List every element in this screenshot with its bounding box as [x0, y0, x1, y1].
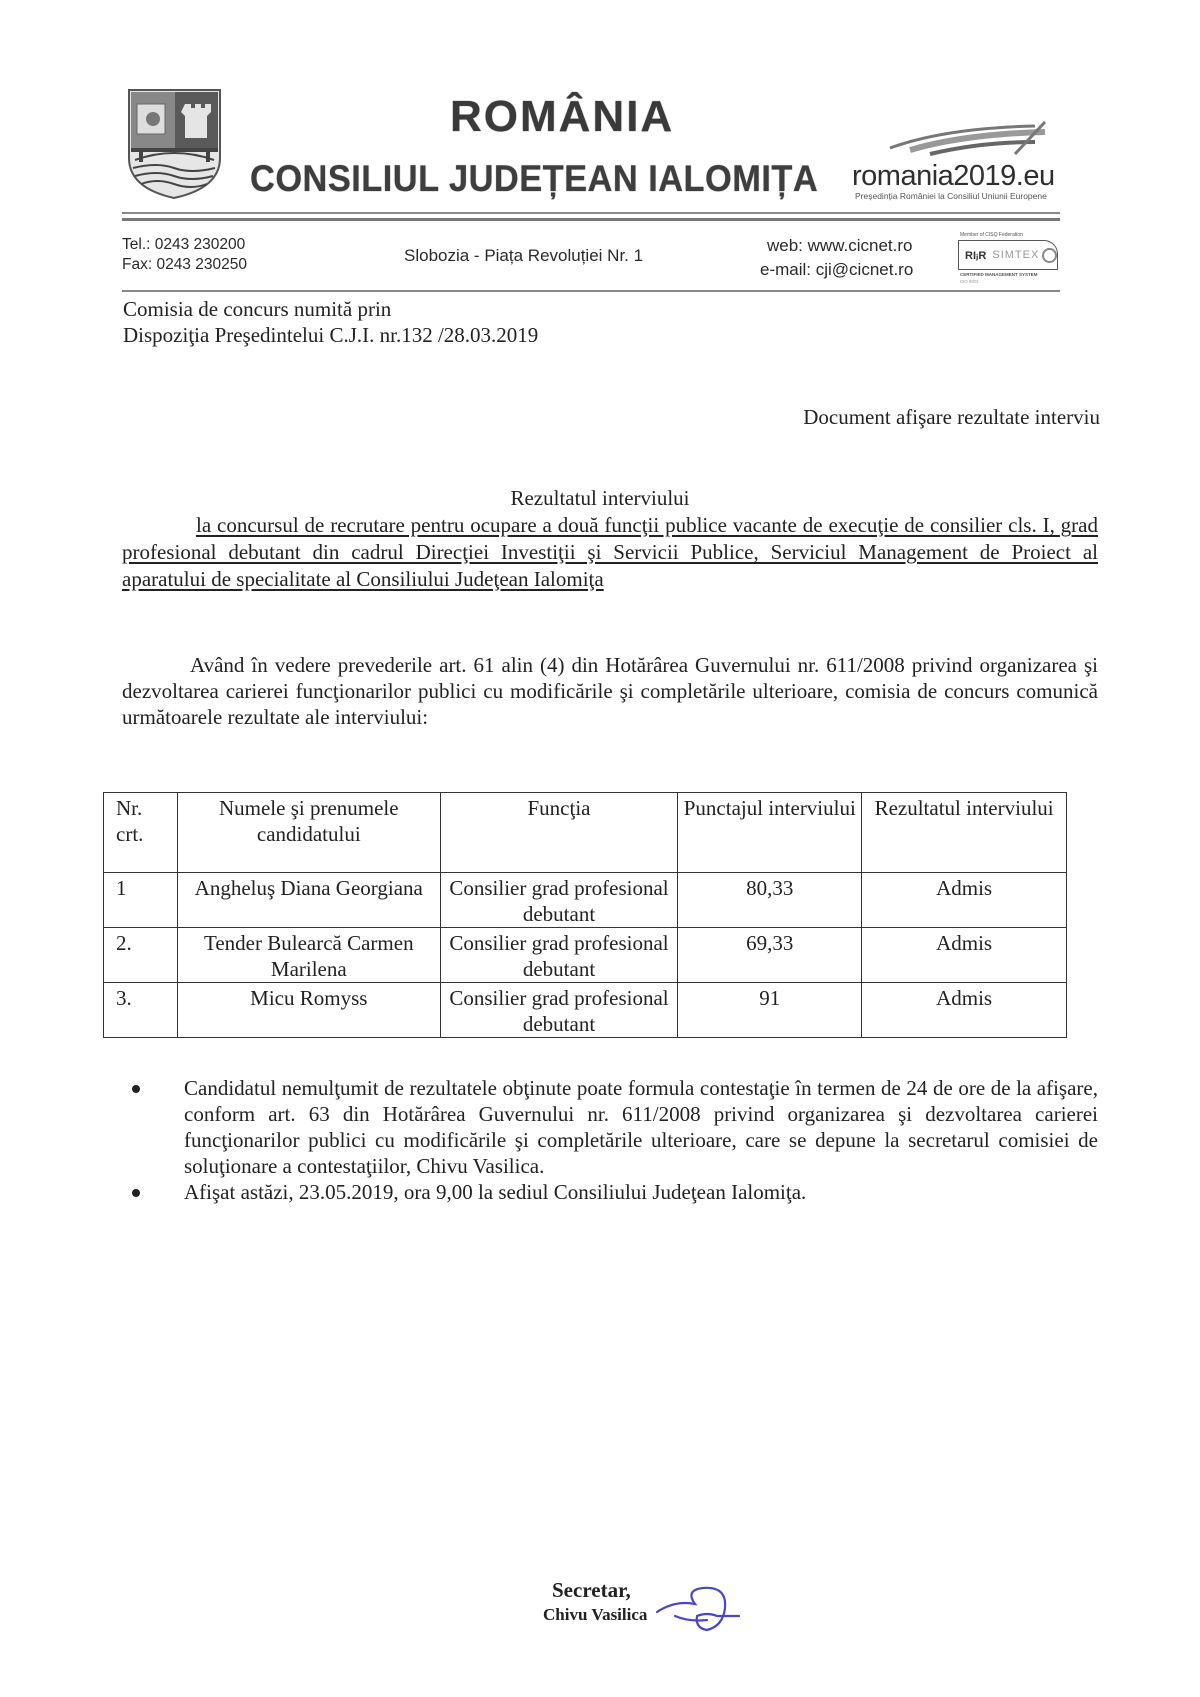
cell-result: Admis [862, 983, 1067, 1038]
institution-heading: CONSILIUL JUDEȚEAN IALOMIȚA [250, 158, 819, 199]
table-row [104, 983, 1067, 1038]
cell-nr: 1 [104, 873, 178, 928]
cert-rir: RIⱼR [965, 249, 987, 262]
intro-paragraph [122, 652, 1098, 730]
cell-name: Micu Romyss [177, 983, 440, 1038]
cert-top-text: Member of CISQ Federation [960, 232, 1023, 238]
cell-result: Admis [862, 873, 1067, 928]
eu-presidency-site: romania2019.eu [852, 160, 1055, 192]
signature-name: Chivu Vasilica [543, 1605, 648, 1624]
document-label: Document afişare rezultate interviu [803, 405, 1100, 429]
bullet-icon [132, 1189, 140, 1197]
bullet-icon [132, 1085, 140, 1093]
page-title: Rezultatul interviului [510, 486, 690, 510]
header-function: Funcţia [440, 793, 678, 873]
fax: Fax: 0243 230250 [122, 256, 247, 273]
cell-function: Consilier grad profesional debutant [440, 928, 678, 983]
county-coat-of-arms-icon [127, 88, 222, 200]
cell-score: 91 [678, 983, 862, 1038]
cell-score: 69,33 [678, 928, 862, 983]
header-rule-top [122, 212, 1060, 214]
header-name: Numele şi prenumele candidatului [177, 793, 440, 873]
eu-presidency-swoosh-icon [885, 118, 1050, 158]
commission-line-2: Dispoziţia Preşedintelui C.J.I. nr.132 /28.03.2019 [123, 323, 539, 347]
signature-title: Secretar, [552, 1578, 631, 1602]
eu-presidency-tagline: Președinția României la Consiliul Uniunii Europene [855, 191, 1047, 201]
cell-name: Angheluş Diana Georgiana [177, 873, 440, 928]
cell-nr: 2. [104, 928, 178, 983]
note-item [122, 1075, 1098, 1179]
country-heading: ROMÂNIA [450, 92, 675, 141]
table-row [104, 873, 1067, 928]
results-table [103, 792, 1067, 1038]
note-item [122, 1179, 1098, 1205]
email: e-mail: cji@cicnet.ro [760, 260, 914, 279]
cell-score: 80,33 [678, 873, 862, 928]
handwritten-signature-icon [655, 1582, 745, 1644]
document-subject [122, 512, 1098, 593]
note-text: Candidatul nemulţumit de rezultatele obţinute poate formula contestaţie în termen de 24 de ore de la afişare, conform art. 63 din Hotărârea Guvernului nr. 611/2008 privind organizarea şi dezvoltarea carierei funcţionarilor publici cu modificările şi completările ulterioare, care se depune la secretarul comisiei de soluţionare a contestaţiilor, Chivu Vasilica. [184, 1076, 1098, 1178]
header-score: Punctajul interviului [678, 793, 862, 873]
cell-nr: 3. [104, 983, 178, 1038]
intro-text: Având în vedere prevederile art. 61 alin (4) din Hotărârea Guvernului nr. 611/2008 privind organizarea şi dezvoltarea carierei funcţionarilor publici cu modificările şi completările ulterioare, comisia de concurs comunică următoarele rezultate ale interviului: [122, 653, 1098, 729]
commission-line-1: Comisia de concurs numită prin [123, 297, 392, 321]
header-nr: Nr. crt. [104, 793, 178, 873]
cell-function: Consilier grad profesional debutant [440, 983, 678, 1038]
subject-text: la concursul de recrutare pentru ocupare a două funcţii publice vacante de execuţie de consilier cls. I, grad profesional debutant din cadrul Direcţiei Investiţii şi Servicii Publice, Serviciul Management de Proiect al aparatului de specialitate al Consiliului Judeţean Ialomiţa [122, 513, 1098, 591]
cell-function: Consilier grad profesional debutant [440, 873, 678, 928]
header-result: Rezultatul interviului [862, 793, 1067, 873]
address: Slobozia - Piața Revoluției Nr. 1 [404, 246, 644, 265]
commission-block [123, 296, 538, 348]
certification-badge [958, 232, 1060, 288]
cert-number: ISO 9001 [960, 279, 980, 284]
telephone: Tel.: 0243 230200 [122, 236, 246, 253]
cell-result: Admis [862, 928, 1067, 983]
cell-name: Tender Bulearcă Carmen Marilena [177, 928, 440, 983]
note-text: Afişat astăzi, 23.05.2019, ora 9,00 la sediul Consiliului Judeţean Ialomiţa. [184, 1180, 807, 1204]
cert-bottom-text: CERTIFIED MANAGEMENT SYSTEM [960, 272, 1038, 277]
header-rule-bottom [122, 290, 1060, 292]
table-header-row [104, 793, 1067, 873]
website: web: www.cicnet.ro [767, 236, 913, 255]
cert-seal-icon [1042, 248, 1057, 263]
cert-simtex: SIMTEX [992, 249, 1040, 261]
notes-list [122, 1075, 1098, 1205]
table-row [104, 928, 1067, 983]
cert-logo-box [958, 240, 1058, 270]
header-rule-double [122, 218, 1060, 221]
